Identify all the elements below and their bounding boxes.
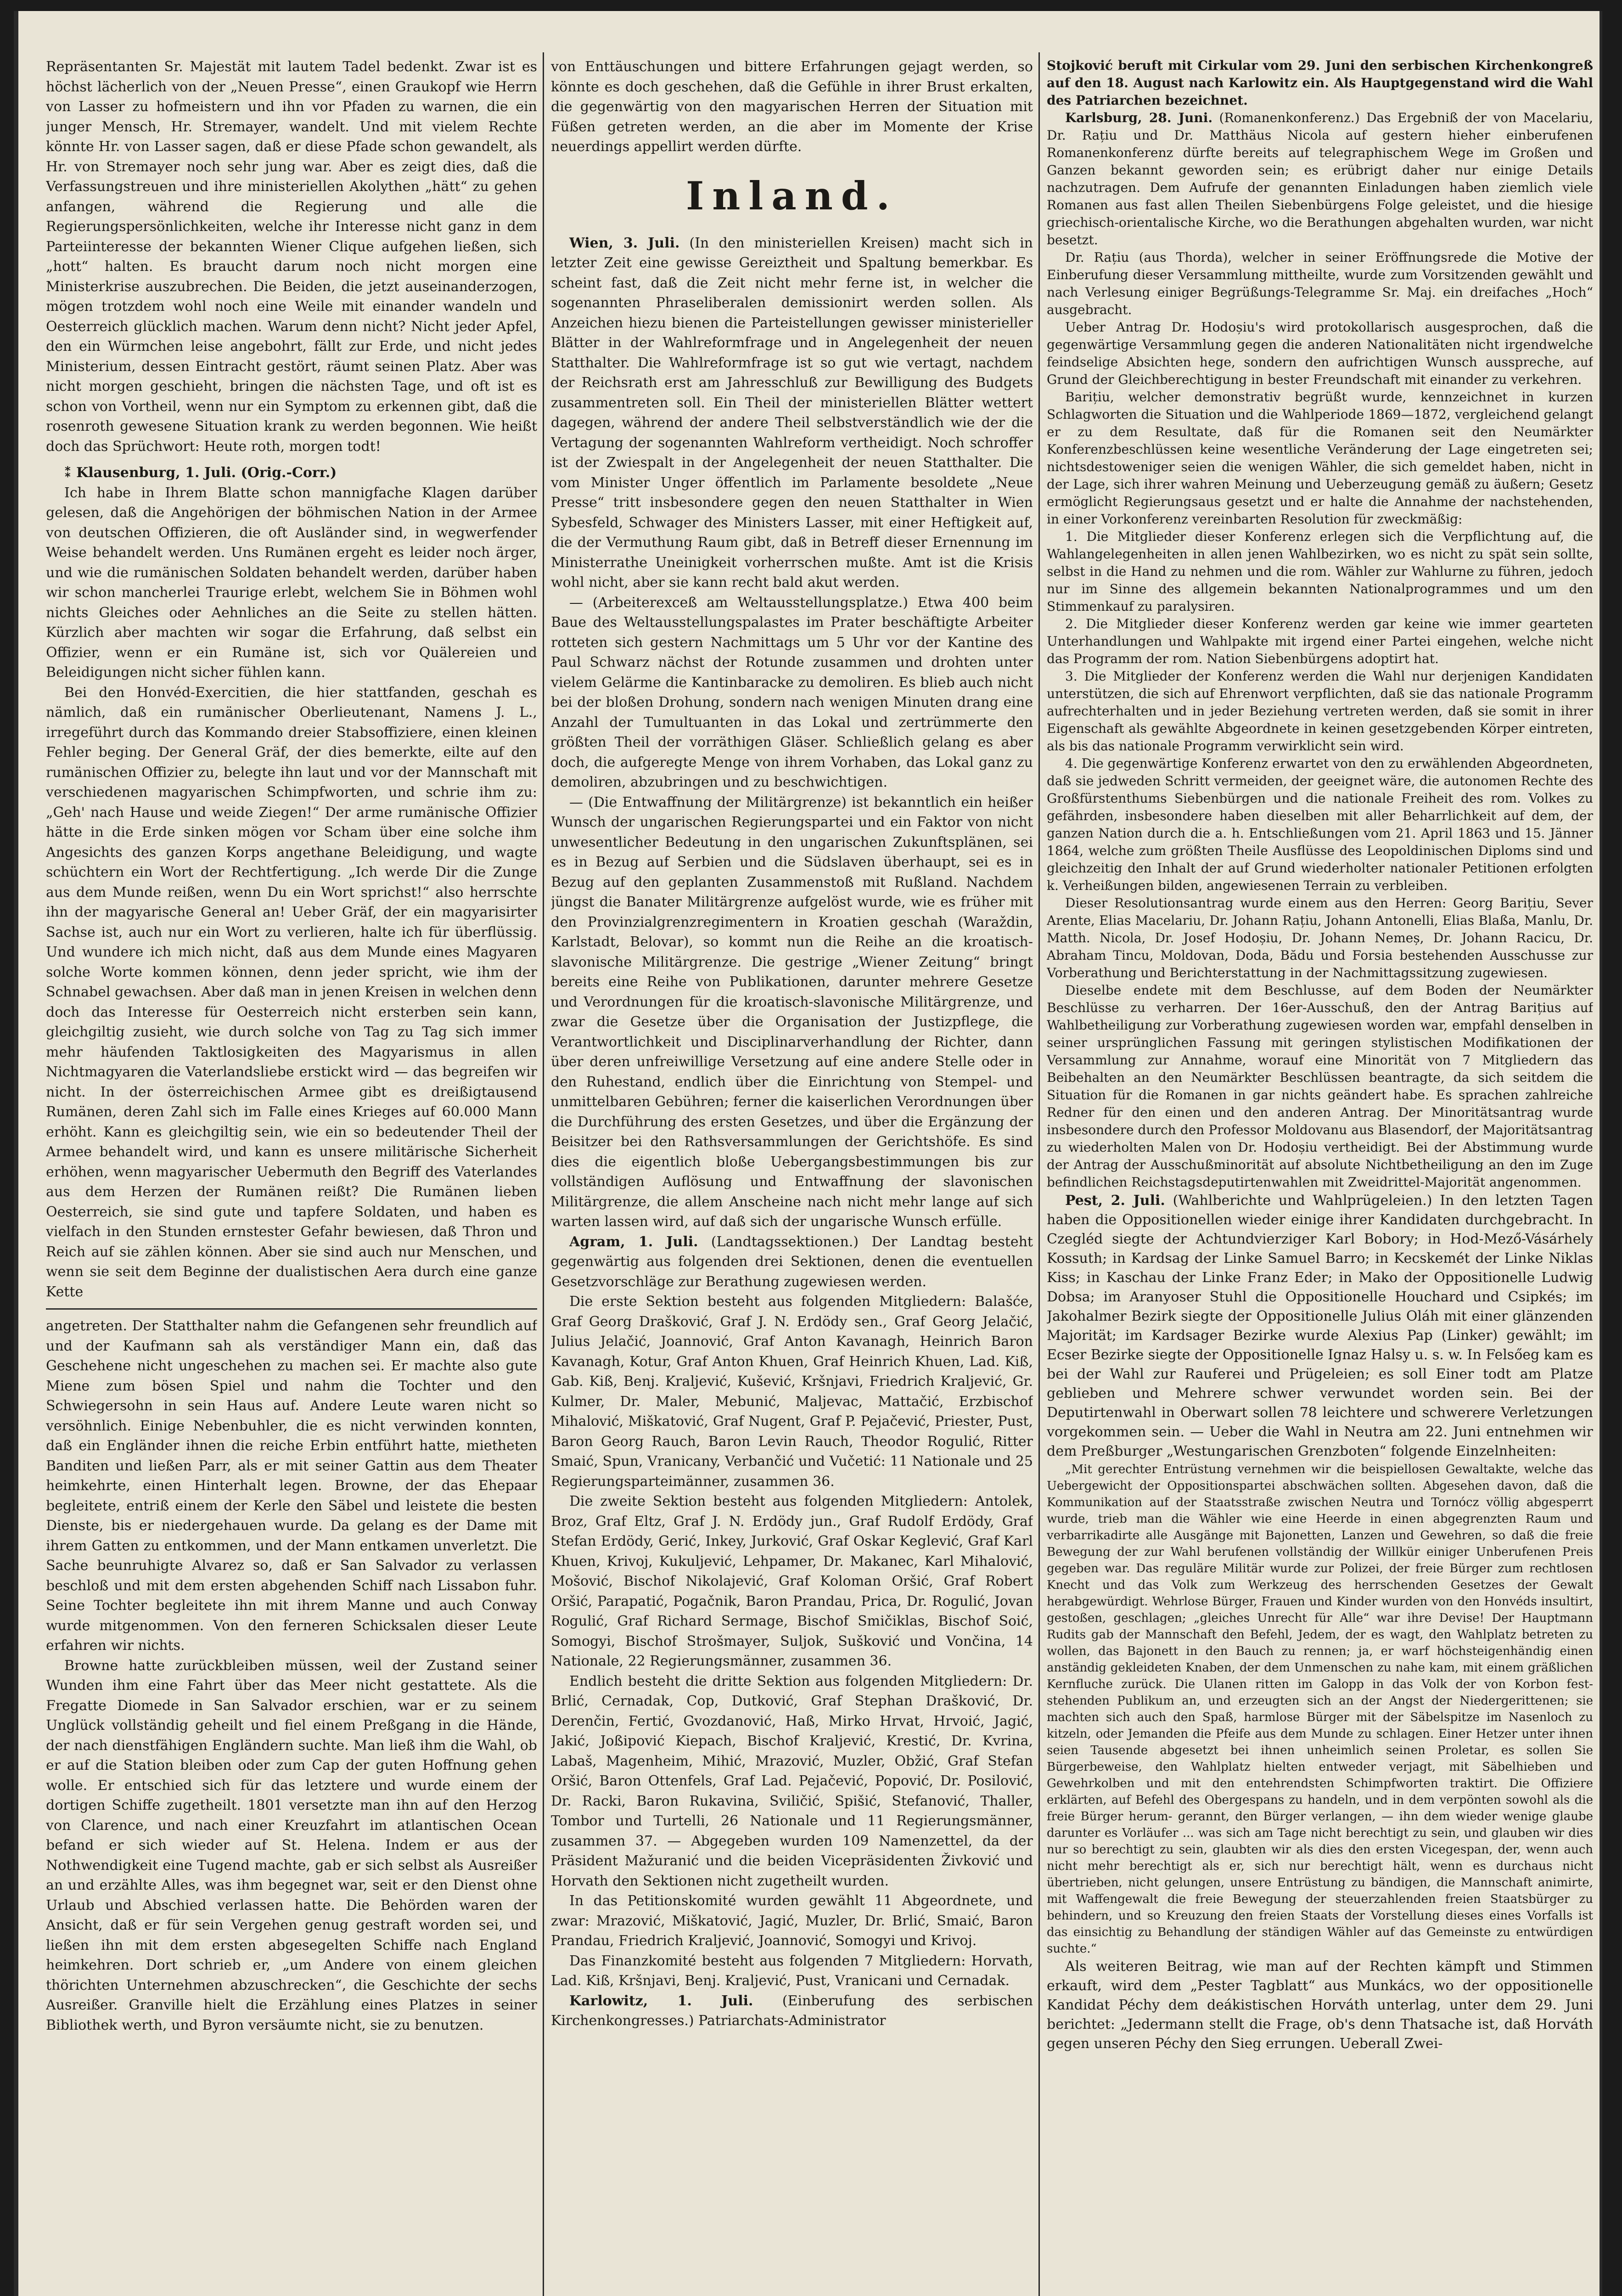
article-paragraph: Dieselbe endete mit dem Beschlusse, auf dem Boden der Neumärkter Beschlüsse zu verharren. Der 16er-Ausschuß, den der Antrag Barițius auf Wahlbetheiligung zur Vorberathung zugewiesen worden war, empfahl denselben in seiner ursprünglichen Fassung mit geringen stylistischen Modifikationen der Versammlung zur Annahme, worauf eine Minorität von 7 Mitgliedern das Beibehalten an den Neumärkter Beschlüssen beantragte, da sich seitdem die Situation für die Romanen in gar nichts geändert habe. Es sprachen zahlreiche Redner für den einen und den anderen Antrag. Der Minoritätsantrag wurde insbesondere durch den Professor Moldovanu aus Blasendorf, der Majoritätsantrag zu wiederholten Malen von Dr. Hodoșiu vertheidigt. Bei der Abstimmung wurde der Antrag der Ausschußminorität auf absolute Nichtbetheiligung an den im Zuge befindlichen Reichstagsdeputirtenwahlen mit Zweidrittel-Majorität angenommen. (1047, 983, 1593, 1190)
section-divider (46, 1308, 537, 1310)
section-title: Inland. (686, 173, 898, 219)
article-paragraph: — (Arbeiterexceß am Weltausstellungsplatze.) Etwa 400 beim Baue des Weltausstellungspalastes im Prater beschäftigte Arbeiter rotteten sich gestern Nachmittags um 5 Uhr vor der Kantine des Paul Schwarz nächst der Rotunde zusammen und drohten unter vielem Gelärme die Kantinbaracke zu demoliren. Es blieb auch nicht bei der bloßen Drohung, sondern nach wenigen Minuten drang eine Anzahl der Tumultuanten in das Lokal und zertrümmerte den größten Theil der vorräthigen Gläser. Schließlich gelang es aber doch, die aufgeregte Menge von ihrem Vorhaben, das Lokal ganz zu demoliren, abzubringen und zu beschwichtigen. (551, 594, 1033, 790)
dateline-klausenburg: ⁑ Klausenburg, 1. Juli. (Orig.-Corr.) (64, 465, 337, 481)
article-text: (Romanenkonferenz.) Das Ergebniß der von Macelariu, Dr. Rațiu und Dr. Matthäus Nicola auf gestern hieher einberufenen Romanenkonferenz dürfte bereits auf telegraphischem Wege im Großen und Ganzen bekannt geworden sein; es erübrigt daher nur einige Details nachzutragen. Dem Aufrufe der genannten Einladungen haben ziemlich viele Romanen aus fast allen Theilen Siebenbürgens Folge geleistet, und die hiesige griechisch-orientalische Kirche, wo die Berathungen abgehalten wurden, war nicht besetzt. (1047, 110, 1593, 248)
article-text: (Einberufung des serbischen Kirchenkongresses.) Patriarchats-Administrator (551, 1992, 1033, 2029)
article-paragraph: Ich habe in Ihrem Blatte schon mannigfache Klagen darüber gelesen, daß die Angehörigen der böhmischen Nation in der Armee von deutschen Offizieren, die oft Ausländer sind, in wegwerfender Weise behandelt werden. Uns Rumänen ergeht es leider noch ärger, und wie die rumänischen Soldaten behandelt werden, darüber haben wir schon mancherlei Traurige erlebt, welchem Sie in Böhmen wohl nichts Gleiches oder Aehnliches an die Seite zu stellen hätten. Kürzlich aber machten wir sogar die Erfahrung, daß selbst ein Offizier, wenn er ein Rumäne ist, sich vor Quälereien und Beleidigungen nicht sicher fühlen kann. (46, 484, 537, 681)
resolution-point: 2. Die Mitglieder dieser Konferenz werden gar keine wie immer gearteten Unterhandlungen und Wahlpakte mit irgend einer Partei eingehen, welche nicht das Programm der rom. Nation Siebenbürgens adoptirt hat. (1047, 616, 1593, 666)
article-paragraph: Endlich besteht die dritte Sektion aus folgenden Mitgliedern: Dr. Brlić, Cernadak, Cop, Dutković, Graf Stephan Drašković, Dr. Derenčin, Fertić, Gvozdanović, Haß, Mirko Hrvat, Hrvoić, Jagić, Jakić, Joßipović Kiepach, Bischof Kraljević, Krestić, Dr. Kvrina, Labaš, Magenheim, Mihić, Mrazović, Muzler, Obžić, Graf Stefan Oršić, Baron Ottenfels, Graf Lad. Pejačević, Popović, Dr. Posilović, Dr. Racki, Baron Rukavina, Sviličić, Spišić, Stefanović, Thaller, Tombor und Turtelli, 26 Nationale und 11 Regierungsmänner, zusammen 37. — Abgegeben wurden 109 Namenzettel, da der Präsident Mažuranić und die beiden Vicepräsidenten Živković und Horvath den Sektionen nicht zugetheilt wurden. (551, 1673, 1033, 1889)
article-text: (Landtagssektionen.) Der Landtag besteht gegenwärtig aus folgenden drei Sektionen, denen die eventuellen Gesetzvorschläge zur Berathung zugewiesen werden. (551, 1233, 1033, 1290)
dateline-karlowitz: Karlowitz, 1. Juli. (569, 1992, 753, 2009)
article-paragraph: — (Die Entwaffnung der Militärgrenze) ist bekanntlich ein heißer Wunsch der ungarischen Regierungspartei und ein Faktor von nicht unwesentlicher Bedeutung in den ungarischen Zukunftsplänen, sei es in Bezug auf Serbien und die Südslaven überhaupt, sei es in Bezug auf den geplanten Zusammenstoß mit Rußland. Nachdem jüngst die Banater Militärgrenze aufgelöst wurde, wie es früher mit den Provinzialgrenzregimentern in Kroatien geschah (Waraždin, Karlstadt, Belovar), so kommt nun die Reihe an die kroatisch-slavonische Militärgrenze. Die gestrige „Wiener Zeitung“ bringt bereits eine Reihe von Publikationen, darunter mehrere Gesetze und Verordnungen für die kroatisch-slavonische Militärgrenze, und zwar die Gesetze über die Organisation der Justizpflege, die Verantwortlichkeit und Disciplinarverhandlung der Richter, dann über deren unfreiwillige Versetzung auf eine andere Stelle oder in den Ruhestand, endlich über die Einrichtung von Stempel- und unmittelbaren Gebühren; ferner die kaiserlichen Verordnungen über die Durchführung des ersten Gesetzes, und über die Ergänzung der Beisitzer bei den Rathsversammlungen der Gerichtshöfe. Es sind dies die eigentlich bloße Uebergangsbestimmungen bis zur vollständigen Auflösung und Entwaffnung der slavonischen Militärgrenze, die allem Anscheine nach nicht mehr lange auf sich warten lassen wird, auf daß sich der ungarische Wunsch erfülle. (551, 794, 1033, 1230)
article-text: (Wahlberichte und Wahlprügeleien.) In den letzten Tagen haben die Oppositionellen wieder einige ihrer Kandidaten durchgebracht. In Czegléd siegte der Achtundvierziger Karl Bobory; in Hod-Mező-Vásárhely Kossuth; in Kardsag der Linke Samuel Barro; in Kecskemét der Linke Niklas Kiss; in Kaschau der Linke Franz Eder; in Mako der Oppositionelle Ludwig Dobsa; im Aranyoser Stuhl die Oppositionelle Houchard und Csipkés; im Jakohalmer Bezirk siegte der Oppositionelle Julius Oláh mit einer glänzenden Majorität; im Kardsager Bezirke wurde Alexius Pap (Linker) gewählt; im Ecser Bezirke siegte der Oppositionelle Ignaz Halsy u. s. w. In Felsőeg kam es bei der Wahl zur Rauferei und Prügeleien; es soll Einer todt am Platze geblieben und Mehrere schwer verwundet worden sein. Bei der Deputirtenwahl in Oberwart sollen 78 leichtere und schwerere Verletzungen vorgekommen sein. — Ueber die Wahl in Neutra am 22. Juni entnehmen wir dem Preßburger „Westungarischen Grenzboten“ folgende Einzelnheiten: (1047, 1193, 1593, 1459)
article-paragraph: Das Finanzkomité besteht aus folgenden 7 Mitgliedern: Horvath, Lad. Kiß, Kršnjavi, Benj. Kraljević, Pust, Vranicani und Cernadak. (551, 1953, 1033, 1989)
dateline-agram: Agram, 1. Juli. (569, 1233, 698, 1250)
column-1 (46, 57, 537, 2296)
resolution-point: 3. Die Mitglieder der Konferenz werden die Wahl nur derjenigen Kandidaten unterstützen, die sich auf Ehrenwort verpflichten, daß sie das nationale Programm aufrechterhalten und in jeder Beziehung vertreten werden, daß sie somit in ihrer Eigenschaft als gewählte Abgeordnete in keinen gesetzgebenden Körper eintreten, als bis das nationale Programm verwirklicht sein wird. (1047, 669, 1593, 754)
dateline-pest: Pest, 2. Juli. (1065, 1193, 1165, 1209)
article-paragraph: Als weiteren Beitrag, wie man auf der Rechten kämpft und Stimmen erkauft, wird dem „Pester Tagblatt“ aus Munkács, wo der oppositionelle Kandidat Péchy dem deákistischen Horváth unterlag, unter dem 29. Juni berichtet: „Jedermann stellt die Frage, ob's denn Thatsache ist, daß Horváth gegen unseren Péchy den Sieg errungen. Ueberall Zwei- (1047, 1958, 1593, 2052)
article-paragraph: Bei den Honvéd-Exercitien, die hier stattfanden, geschah es nämlich, daß ein rumänischer Oberlieutenant, Namens J. L., irregeführt durch das Kommando dreier Stabsoffiziere, einen kleinen Fehler beging. Der General Gräf, der dies bemerkte, eilte auf den rumänischen Offizier zu, belegte ihn laut und vor der Mannschaft mit verschiedenen magyarischen Schimpfworten, und schrie ihm zu: „Geh' nach Hause und weide Ziegen!“ Der arme rumänische Offizier hätte in die Erde sinken mögen vor Scham über eine solche ihm Angesichts des ganzen Korps angethane Beleidigung, und wagte schüchtern ein Wort der Rechtfertigung. „Ich werde Dir die Zunge aus dem Munde reißen, wenn Du ein Wort sprichst!“ also herrschte ihn der magyarische General an! Ueber Gräf, der ein magyarisirter Sachse ist, auch nur ein Wort zu verlieren, halte ich für überflüssig. Und wundere ich mich nicht, daß aus dem Munde eines Magyaren solche Worte kommen können, denn jeder spricht, wie ihm der Schnabel gewachsen. Aber daß man in jenen Kreisen in welchen denn doch das Interesse für Oesterreich nicht ersterben sein kann, gleichgiltig zusieht, wie durch solche von Tag zu Tag sich immer mehr häufenden Taktlosigkeiten des Magyarismus in allen Nichtmagyaren die Vaterlandsliebe erstickt wird — das begreifen wir nicht. In der österreichischen Armee gibt es dreißigtausend Rumänen, deren Zahl sich im Falle eines Krieges auf 60.000 Mann erhöht. Kann es gleichgiltig sein, wie ein so bedeutender Theil der Armee behandelt wird, und kann es unsere militärische Sicherheit erhöhen, wenn magyarischer Uebermuth den Begriff des Vaterlandes aus dem Herzen der Rumänen reißt? Die Rumänen lieben Oesterreich, sie sind gute und tapfere Soldaten, und haben es vielfach in den Stunden ernstester Gefahr bewiesen, daß Thron und Reich auf sie zählen können. Aber sie sind auch nur Menschen, und wenn sie seit dem Beginne der dualistischen Aera durch eine ganze Kette (46, 684, 537, 1300)
article-paragraph: Ueber Antrag Dr. Hodoșiu's wird protokollarisch ausgesprochen, daß die gegenwärtige Versammlung gegen die anderen Nationalitäten nicht irgendwelche feindselige Absichten hege, sondern den aufrichtigen Wunsch ausspreche, auf Grund der Gleichberechtigung in bester Freundschaft mit einander zu verkehren. (1047, 320, 1593, 387)
feuilleton-paragraph: Browne hatte zurückbleiben müssen, weil der Zustand seiner Wunden ihm eine Fahrt über das Meer nicht gestattete. Als die Fregatte Diomede in San Salvador erschien, war er zu seinem Unglück vollständig geheilt und fiel einem Preßgang in die Hände, der nach dienstfähigen Engländern suchte. Man ließ ihm die Wahl, ob er auf die Station bleiben oder zum Cap der guten Hoffnung gehen wolle. Er entschied sich für das letztere und wurde einem der dortigen Schiffe zugetheilt. 1801 versetzte man ihn auf den Herzog von Clarence, und nach einer Kreuzfahrt im atlantischen Ocean befand er sich wieder auf St. Helena. Indem er aus der Nothwendigkeit eine Tugend machte, gab er sich selbst als Ausreißer an und erzählte Alles, was ihm begegnet war, seit er den Dienst ohne Urlaub und Abschied verlassen hatte. Die Behörden waren der Ansicht, daß er für sein Vergehen genug gestraft worden sei, und ließen ihn mit dem ersten abgesegelten Schiffe nach England heimkehren. Dort schrieb er, „um Andere von einem gleichen thörichten Unternehmen abzuschrecken“, die Geschichte der sechs Ausreißer. Granville hielt die Erzählung eines Platzes in seiner Bibliothek werth, und Byron versäumte nicht, sie zu benutzen. (46, 1657, 537, 2033)
article-paragraph: Die erste Sektion besteht aus folgenden Mitgliedern: Balašće, Graf Georg Drašković, Graf J. N. Erdödy sen., Graf Georg Jelačić, Julius Jelačić, Joannović, Graf Anton Kavanagh, Heinrich Baron Kavanagh, Kotur, Graf Anton Khuen, Graf Heinrich Khuen, Lad. Kiß, Gab. Kiß, Benj. Kraljević, Kušević, Kršnjavi, Friedrich Kraljević, Gr. Kulmer, Dr. Maler, Mebunić, Maljevac, Mattačić, Erzbischof Mihalović, Miškatović, Graf Nugent, Graf P. Pejačević, Priester, Pust, Baron Georg Rauch, Baron Levin Rauch, Theodor Rogulić, Ritter Smaić, Spun, Vranicany, Verbančić und Vučetić: 11 Nationale und 25 Regierungsparteimänner, zusammen 36. (551, 1294, 1033, 1490)
dateline-wien: Wien, 3. Juli. (569, 235, 680, 251)
article-text: (In den ministeriellen Kreisen) macht sich in letzter Zeit eine gewisse Gereiztheit und Spaltung bemerkbar. Es scheint fast, daß die Zeit nicht mehr ferne ist, in welcher die sogenannten Phraseliberalen demissionirt werden sollen. Als Anzeichen hiezu bienen die Parteistellungen gewisser ministerieller Blätter in der Wahlreformfrage und in Angelegenheit der neuen Statthalter. Die Wahlreformfrage ist so gut wie vertagt, nachdem der Reichsrath erst am Jahresschluß zur Bewilligung des Budgets zusammentreten soll. Ein Theil der ministeriellen Blätter wettert dagegen, während der andere Theil selbstverständlich wie der die Vertagung der sogenannten Wahlreform vertheidigt. Noch schroffer ist der Zwiespalt in der Angelegenheit der neuen Statthalter. Die vom Minister Unger öffentlich im Parlamente besoldete „Neue Presse“ tritt insbesondere gegen den neuen Statthalter in Wien Sybesfeld, Schwager des Ministers Lasser, mit einer Heftigkeit auf, die der Vermuthung Raum gibt, daß in Betreff dieser Ernennung im Ministerrathe Uneinigkeit vorherrschen mußte. Amt ist die Krisis wohl nicht, aber sie kann recht bald akut werden. (551, 235, 1033, 591)
column-2 (551, 57, 1033, 2296)
newspaper-page (14, 11, 1602, 2296)
article-paragraph: Dieser Resolutionsantrag wurde einem aus den Herren: Georg Barițiu, Sever Arente, Elias Macelariu, Dr. Johann Rațiu, Johann Antonelli, Elias Blaßa, Manlu, Dr. Matth. Nicola, Dr. Josef Hodoșiu, Dr. Johann Nemeș, Dr. Johann Racicu, Dr. Abraham Tincu, Moldovan, Doda, Bădu und Forsia bestehenden Ausschusse zur Vorberathung und Berichterstattung in der Nachmittagssitzung zugewiesen. (1047, 895, 1593, 980)
article-paragraph: Stojković beruft mit Cirkular vom 29. Juni den serbischen Kirchenkongreß auf den 18. August nach Karlowitz ein. Als Hauptgegenstand wird die Wahl des Patriarchen bezeichnet. (1047, 58, 1593, 108)
article-paragraph: Die zweite Sektion besteht aus folgenden Mitgliedern: Antolek, Broz, Graf Eltz, Graf J. N. Erdödy jun., Graf Rudolf Erdödy, Graf Stefan Erdödy, Gerić, Inkey, Jurković, Graf Oskar Keglević, Graf Karl Khuen, Krivoj, Kukuljević, Lehpamer, Dr. Makanec, Karl Mihalović, Mošović, Bischof Nikolajević, Graf Koloman Oršić, Graf Robert Oršić, Parapatić, Pogačnik, Baron Prandau, Prica, Dr. Rogulić, Jovan Rogulić, Graf Richard Sermage, Bischof Smičiklas, Bischof Soić, Somogyi, Bischof Strošmayer, Suljok, Sušković und Vončina, 14 Nationale, 22 Regierungsmänner, zusammen 36. (551, 1493, 1033, 1669)
resolution-point: 1. Die Mitglieder dieser Konferenz erlegen sich die Verpflichtung auf, die Wahlangelegenheiten in allen jenen Wahlbezirken, wo es nicht zu spät sein sollte, selbst in die Hand zu nehmen und die rom. Wähler zur Wahlurne zu führen, jedoch nur im Sinne des allgemein bekannten Nationalprogrammes und um den Stimmenkauf zu paralysiren. (1047, 529, 1593, 614)
article-paragraph: In das Petitionskomité wurden gewählt 11 Abgeordnete, und zwar: Mrazović, Miškatović, Jagić, Muzler, Dr. Brlić, Smaić, Baron Prandau, Friedrich Kraljević, Joannović, Somogyi und Krivoj. (551, 1893, 1033, 1949)
article-paragraph: Barițiu, welcher demonstrativ begrüßt wurde, kennzeichnet in kurzen Schlagworten die Situation und die Wahlperiode 1869—1872, vergleichend gelangt er zu dem Resultate, daß für die Romanen seit den Neumärkter Konferenzbeschlüssen keine wesentliche Veränderung der Lage eingetreten sei; nichtsdestoweniger seien die wenigen Wähler, die sich gemeldet haben, nicht in der Lage, sich ihrer wahren Meinung und Ueberzeugung gemäß zu äußern; Gesetz ermöglicht Regierungsaus gesetzt und er halte die Annahme der nachstehenden, in einer Vorkonferenz vereinbarten Resolution für zweckmäßig: (1047, 389, 1593, 527)
article-paragraph: Dr. Rațiu (aus Thorda), welcher in seiner Eröffnungsrede die Motive der Einberufung dieser Versammlung mittheilte, wurde zum Vorsitzenden gewählt und nach Verlesung einiger Begrüßungs-Telegramme Sr. Maj. ein dreifaches „Hoch“ ausgebracht. (1047, 250, 1593, 317)
resolution-point: 4. Die gegenwärtige Konferenz erwartet von den zu erwählenden Abgeordneten, daß sie jedweden Schritt vermeiden, der geeignet wäre, die autonomen Rechte des Großfürstenthums Siebenbürgen und die nationale Freiheit des rom. Volkes zu gefährden, insbesondere haben dieselben mit aller Beharrlichkeit auf dem, der ganzen Nation durch die a. h. Entschließungen vom 21. April 1863 und 15. Jänner 1864, welche zum größten Theile Ausflüsse des Leopoldinischen Diploms sind und gleichzeitig den Inhalt der auf Grund wiederholter nationaler Petitionen erfolgten k. Verheißungen bilden, angewiesenen Terrain zu verbleiben. (1047, 756, 1593, 893)
article-paragraph: Repräsentanten Sr. Majestät mit lautem Tadel bedenkt. Zwar ist es höchst lächerlich von der „Neuen Presse“, einen Graukopf wie Herrn von Lasser zu hofmeistern und ihn vor Pfaden zu warnen, die ein junger Mensch, Hr. Stremayer, wandelt. Und mit vielem Rechte könnte Hr. von Lasser sagen, daß er diese Pfade schon gewandelt, als Hr. von Stremayer noch sehr jung war. Aber es zeigt dies, daß die Verfassungstreuen und ihre ministeriellen Akolythen „hätt“ zu gehen anfangen, während die Regierung und alle die Regierungspersönlichkeiten, welche ihr Interesse nicht ganz in dem Parteiinteresse der bekannten Wiener Clique aufgehen ließen, sich „hott“ halten. Es braucht darum noch nicht morgen eine Ministerkrise auszubrechen. Die Beiden, die jetzt auseinanderzogen, mögen trotzdem wohl noch eine Weile mit einander wandeln und Oesterreich glücklich machen. Warum denn nicht? Nicht jeder Apfel, den ein Würmchen leise angebohrt, fällt zur Erde, und nicht jedes Ministerium, dessen Eintracht gestört, räumt seinen Platz. Aber was nicht morgen geschieht, bringen die nächsten Tage, und oft ist es schon von Vortheil, wenn nur ein Symptom zu erkennen gibt, daß die rosenroth gewesene Situation krank zu werden begonnen. Wie heißt doch das Sprüchwort: Heute roth, morgen todt! (46, 59, 537, 455)
quoted-report: „Mit gerechter Entrüstung vernehmen wir die beispiellosen Gewaltakte, welche das Uebergewicht der Oppositionspartei abschwächen sollten. Abgesehen davon, daß die Kommunikation auf der Staatsstraße zwischen Neutra und Tornócz völlig abgesperrt wurde, trieb man die Wähler wie eine Heerde in einen abgegrenzten Raum und verbarrikadirte alle Ausgänge mit Bajonetten, Lanzen und Gewehren, so daß die freie Bewegung der zur Wahl berufenen vollständig der Willkür einiger Unberufenen Preis gegeben war. Das reguläre Militär wurde zur Polizei, der freie Bürger zum rechtlosen Knecht und das Volk zum Werkzeug des herrschenden Gesetzes der Gewalt herabgewürdigt. Wehrlose Bürger, Frauen und Kinder wurden von den Honvéds insultirt, gestoßen, geschlagen; „gleiches Unrecht für Alle“ war ihre Devise! Der Hauptmann Rudits gab der Mannschaft den Befehl, Jedem, der es wagt, den Wahlplatz betreten zu wollen, das Bajonett in den Bauch zu rennen; ja, er warf höchsteigenhändig einen anständig gekleideten Knaben, der dem Unmenschen zu nahe kam, mit einem gräßlichen Kernfluche zurück. Die Ulanen ritten im Galopp in das Volk der von Korbon fest-stehenden Publikum an, und erzeugten sich an der Angst der Niedergerittenen; sie machten sich auch den Spaß, harmlose Bürger mit der Säbelspitze im Nasenloch zu kitzeln, oder Jemanden die Pfeife aus dem Munde zu schlagen. Einer Hetzer unter ihnen seien Tausende abgesetzt bei ihnen unheimlich seinen Proletar, es sollen Sie Bürgerbeweise, den Wahlplatz hielten entweder verjagt, mit Säbelhieben und Gewehrkolben und mit den entehrendsten Schimpfworten traktirt. Die Offiziere erklärten, auf Befehl des Obergespans zu handeln, und in dem verpönten sowohl als die freie Bürger herum- gerannt, den Bürger verlangen, — ihn dem wieder wenige glaube darunter es Vorläufer ... was sich am Tage nicht berechtigt zu sein, und glauben wir dies nur so berechtigt zu sein, glaubten wir als dies den ersten Vicegespan, der, wenn auch nicht mehr berechtigt als er, sich nur berechtigt hält, wenn es durchaus nicht übertrieben, nicht gelungen, unsere Entrüstung zu bändigen, die Mannschaft animirte, mit Waffengewalt die freie Bewegung der steuerzahlenden freien Staatsbürger zu behindern, und so Kreuzung den freien Staats der Vorstellung dieses eines Vorfalls ist das einsichtig zu Behandlung der ständigen Wähler auf das Gemeinste zu entwürdigen suchte.“ (1047, 1463, 1593, 1956)
column-divider (543, 52, 544, 2296)
feuilleton-paragraph: angetreten. Der Statthalter nahm die Gefangenen sehr freundlich auf und der Kaufmann sah als verständiger Mann ein, daß das Geschehene nicht ungeschehen zu machen sei. Er machte also gute Miene zum bösen Spiel und nahm die Tochter und den Schwiegersohn in sein Haus auf. Andere Leute waren nicht so versöhnlich. Einige Nebenbuhler, die es nicht verwinden konnten, daß ein Engländer ihnen die reiche Erbin entführt hatte, mietheten Banditen und ließen Parr, als er mit seiner Gattin aus dem Theater heimkehrte, einen Hinterhalt legen. Browne, der das Ehepaar begleitete, entriß einem der Kerle den Säbel und leistete die besten Dienste, bis er niedergehauen wurde. Da gelang es der Dame mit ihrem Gatten zu entkommen, und der Mann entkamen unverletzt. Die Sache beunruhigte Alvarez so, daß er San Salvador zu verlassen beschloß und mit dem ersten abgehenden Schiff nach Lissabon fuhr. Seine Tochter begleitete ihn mit ihrem Manne und auch Conway wurde mitgenommen. Von den ferneren Schicksalen dieser Leute erfahren wir nichts. (46, 1318, 537, 1654)
column-3 (1047, 57, 1593, 2296)
article-paragraph: von Enttäuschungen und bittere Erfahrungen gejagt werden, so könnte es doch geschehen, daß die Gefühle in ihrer Brust erkalten, die gegenwärtig von den magyarischen Herren der Situation mit Füßen getreten werden, an die aber im Momente der Krise neuerdings appellirt werden dürfte. (551, 59, 1033, 155)
dateline-karlsburg: Karlsburg, 28. Juni. (1065, 110, 1213, 125)
column-divider (1038, 52, 1040, 2296)
